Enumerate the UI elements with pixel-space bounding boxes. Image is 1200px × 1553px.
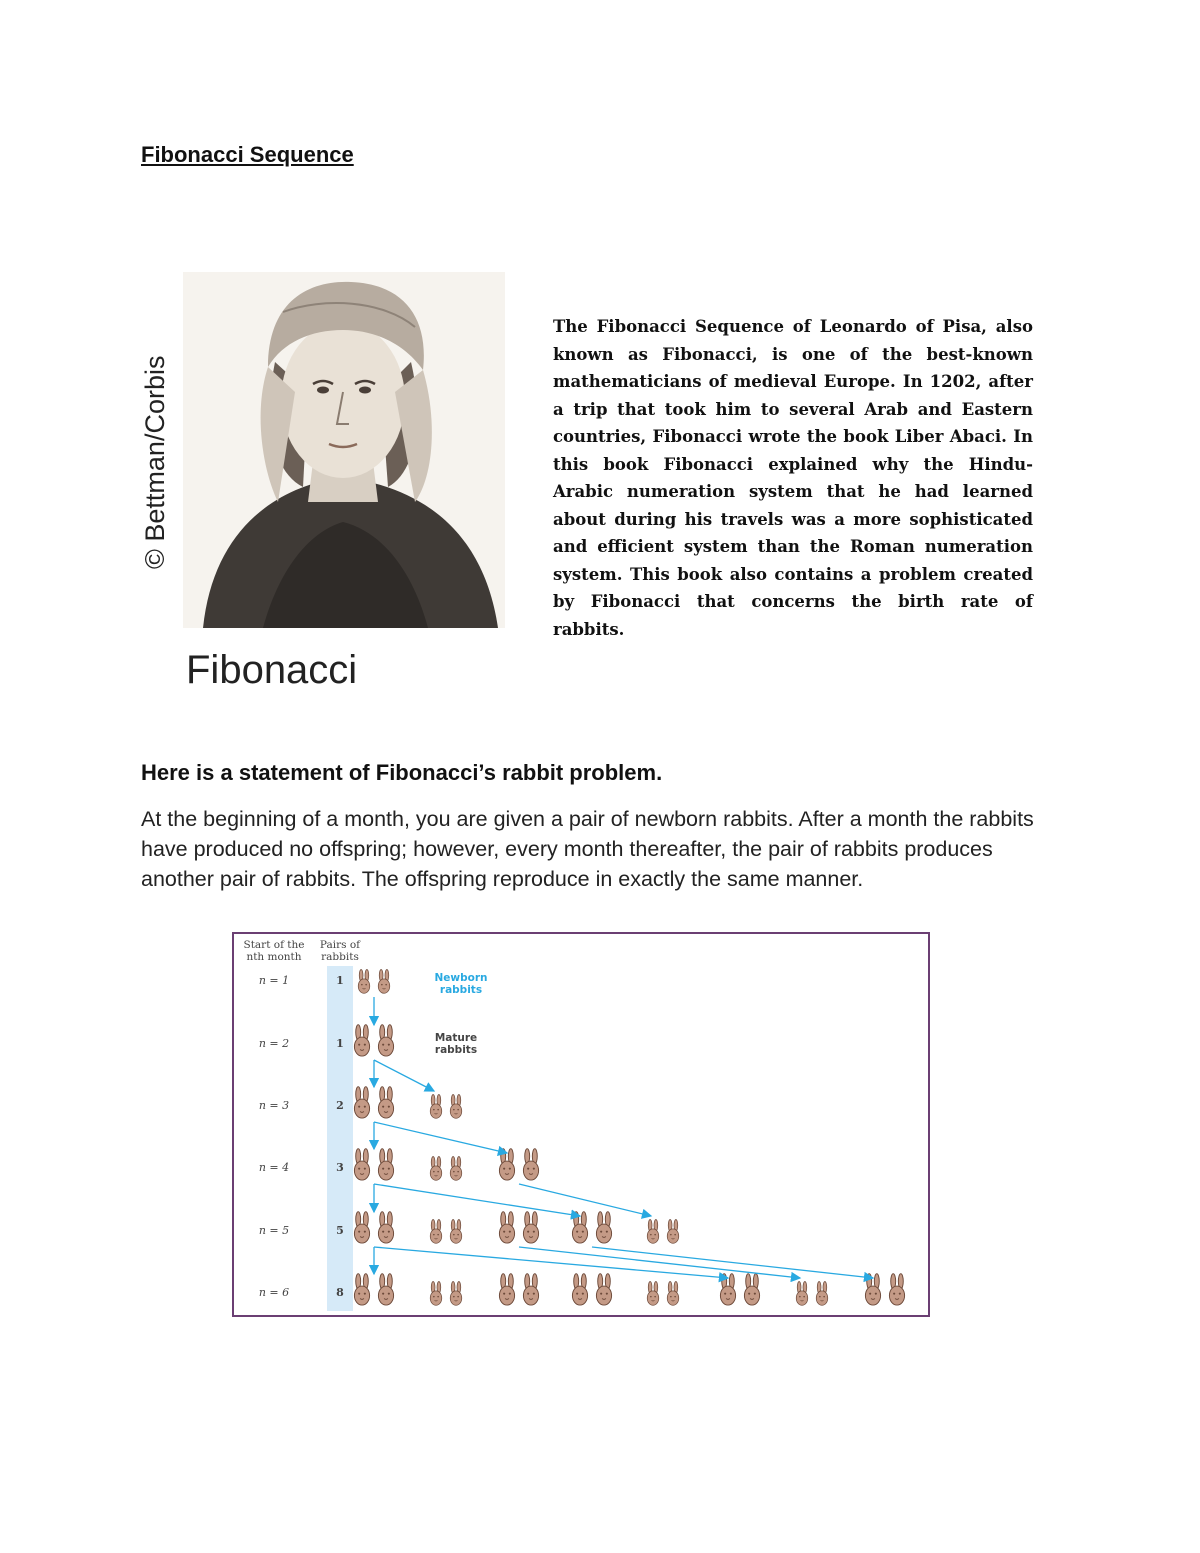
offspring-arrow — [374, 1060, 434, 1091]
offspring-arrow — [374, 1184, 580, 1216]
rabbit-icon — [596, 1274, 611, 1305]
rabbit-icon — [354, 1149, 369, 1180]
rabbit-icon — [647, 1220, 659, 1244]
rabbit-icon — [523, 1274, 538, 1305]
mature-rabbit-pair — [354, 1212, 393, 1243]
rabbit-diagram — [232, 932, 930, 1317]
rabbit-icon — [816, 1282, 828, 1306]
portrait-caption: Fibonacci — [186, 648, 358, 692]
rabbit-icon — [667, 1220, 679, 1244]
statement-body: At the beginning of a month, you are given a pair of newborn rabbits. After a month the rabbits have produced no offspring; however, every month thereafter, the pair of rabbits produces another pair of rabbits. The offspring reproduce in exactly the same manner. — [141, 807, 1034, 891]
col-pairs-header-line1: Pairs of — [319, 939, 361, 951]
rabbit-icon — [572, 1212, 587, 1243]
bio-paragraph: The Fibonacci Sequence of Leonardo of Pisa, also known as Fibonacci, is one of the best-known mathematicians of medieval Europe. In 1202, after a trip that took him to several Arab and Eastern countries, Fibonacci wrote the book Liber Abaci. In this book Fibonacci explained why the Hindu-Arabic numeration system that he had learned about during his travels was a more sophisticated and efficient system than the Roman numeration system. This book also contains a problem created by Fibonacci that concerns the birth rate of rabbits. — [553, 317, 1033, 639]
col-pairs-header-line2: rabbits — [321, 951, 359, 963]
rabbit-icon — [450, 1157, 462, 1181]
row-pairs-month-4: 3 — [336, 1161, 344, 1174]
col-month-header-line1: Start of the — [243, 939, 305, 951]
rabbit-icon — [358, 970, 370, 994]
newborn-rabbit-pair — [430, 1282, 462, 1306]
mature-rabbit-pair — [354, 1149, 393, 1180]
rabbit-icon — [499, 1149, 514, 1180]
newborn-rabbit-pair — [796, 1282, 828, 1306]
mature-rabbit-pair — [499, 1149, 538, 1180]
offspring-arrow — [374, 1247, 728, 1278]
row-pairs-month-3: 2 — [336, 1099, 344, 1112]
rabbit-icon — [450, 1095, 462, 1119]
row-label-month-4: n = 4 — [258, 1161, 290, 1174]
rabbit-icon — [378, 1212, 393, 1243]
newborn-rabbit-pair — [647, 1220, 679, 1244]
pairs-column-band — [327, 966, 353, 1311]
rabbit-icon — [354, 1025, 369, 1056]
mature-rabbit-pair — [572, 1212, 611, 1243]
row-pairs-month-5: 5 — [336, 1224, 344, 1237]
rabbit-icon — [647, 1282, 659, 1306]
rabbit-icon — [378, 1087, 393, 1118]
rabbit-icon — [378, 970, 390, 994]
rabbit-icon — [450, 1282, 462, 1306]
mature-rabbit-pair — [354, 1274, 393, 1305]
mature-rabbit-pair — [499, 1274, 538, 1305]
offspring-arrow — [519, 1247, 800, 1278]
legend-mature-line2: rabbits — [434, 1044, 478, 1056]
row-label-month-6: n = 6 — [258, 1286, 290, 1299]
row-label-month-2: n = 2 — [258, 1037, 290, 1050]
rabbit-icon — [354, 1274, 369, 1305]
rabbit-icon — [499, 1274, 514, 1305]
row-label-month-1: n = 1 — [258, 974, 290, 987]
photo-credit: © Bettman/Corbis — [140, 355, 170, 569]
rabbit-icon — [450, 1220, 462, 1244]
newborn-rabbit-pair — [358, 970, 390, 994]
row-label-month-5: n = 5 — [258, 1224, 290, 1237]
rabbit-icon — [572, 1274, 587, 1305]
statement-heading: Here is a statement of Fibonacci’s rabbit problem. — [141, 760, 663, 785]
rabbit-icon — [889, 1274, 904, 1305]
rabbit-icon — [720, 1274, 735, 1305]
rabbit-icon — [523, 1212, 538, 1243]
rabbit-icon — [523, 1149, 538, 1180]
row-pairs-month-1: 1 — [336, 974, 344, 987]
offspring-arrow — [592, 1247, 873, 1278]
mature-rabbit-pair — [499, 1212, 538, 1243]
rabbit-icon — [354, 1212, 369, 1243]
legend-mature-line1: Mature — [434, 1032, 478, 1044]
rabbit-icon — [430, 1282, 442, 1306]
rabbit-icon — [744, 1274, 759, 1305]
rabbit-diagram-svg — [234, 934, 928, 1315]
rabbit-icon — [354, 1087, 369, 1118]
col-month-header-line2: nth month — [246, 951, 302, 963]
fibonacci-portrait — [183, 272, 505, 628]
rabbit-icon — [378, 1025, 393, 1056]
legend-newborn-line1: Newborn — [434, 972, 488, 984]
page-title: Fibonacci Sequence — [141, 142, 354, 167]
offspring-arrow — [374, 1122, 507, 1153]
row-pairs-month-6: 8 — [336, 1286, 344, 1299]
row-label-month-3: n = 3 — [258, 1099, 290, 1112]
rabbit-icon — [430, 1157, 442, 1181]
mature-rabbit-pair — [354, 1025, 393, 1056]
rabbit-icon — [378, 1149, 393, 1180]
rabbit-icon — [667, 1282, 679, 1306]
rabbit-icon — [430, 1095, 442, 1119]
rabbit-icon — [865, 1274, 880, 1305]
rabbit-icon — [430, 1220, 442, 1244]
mature-rabbit-pair — [572, 1274, 611, 1305]
newborn-rabbit-pair — [647, 1282, 679, 1306]
newborn-rabbit-pair — [430, 1095, 462, 1119]
rabbit-icon — [499, 1212, 514, 1243]
newborn-rabbit-pair — [430, 1157, 462, 1181]
row-pairs-month-2: 1 — [336, 1037, 344, 1050]
portrait-figure — [140, 272, 510, 712]
mature-rabbit-pair — [354, 1087, 393, 1118]
legend-newborn-line2: rabbits — [439, 984, 483, 996]
rabbit-icon — [796, 1282, 808, 1306]
rabbit-icon — [378, 1274, 393, 1305]
newborn-rabbit-pair — [430, 1220, 462, 1244]
offspring-arrow — [519, 1184, 651, 1216]
rabbit-icon — [596, 1212, 611, 1243]
